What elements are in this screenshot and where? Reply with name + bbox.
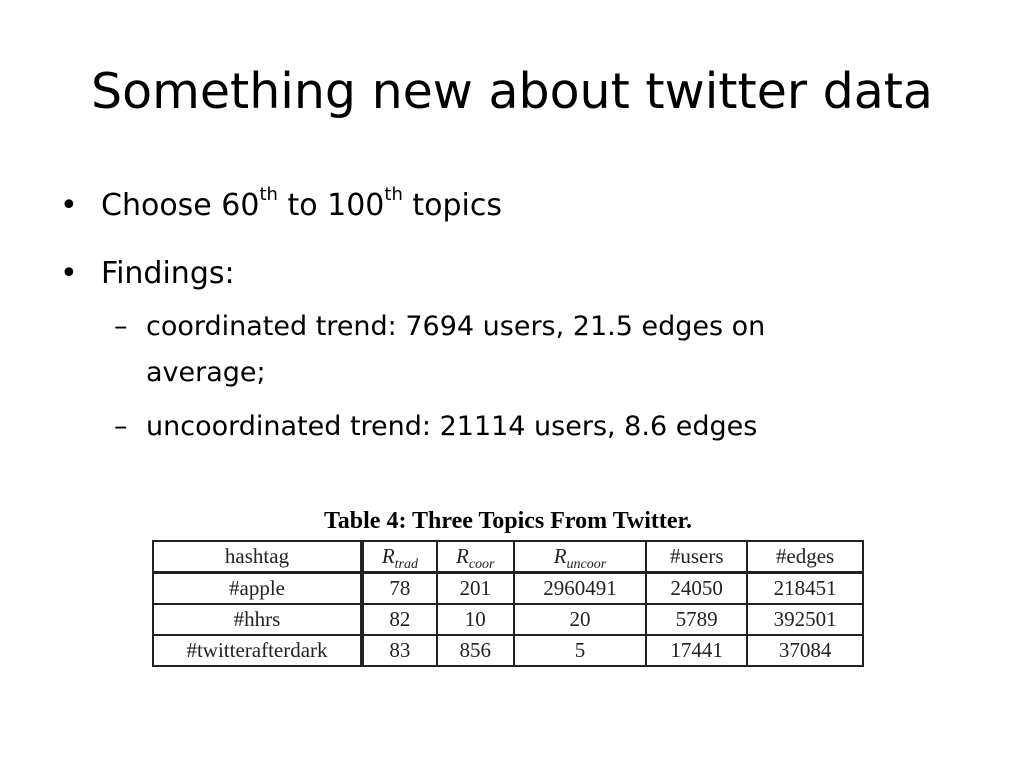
- table-row: [153, 635, 863, 666]
- header-r-trad: $R_{trad}$: [362, 541, 437, 573]
- sub-bullet-uncoordinated: [60, 404, 886, 450]
- bullet-text-part: Choose 60: [101, 188, 260, 223]
- sub-bullet-marker: –: [114, 411, 128, 442]
- header-r-coor: $R_{coor}$: [437, 541, 514, 573]
- cell-hashtag: #hhrs: [153, 604, 362, 635]
- bullet-choose-topics: [60, 186, 960, 226]
- cell-hashtag: #twitterafterdark: [153, 635, 362, 666]
- cell-users: 5789: [646, 604, 747, 635]
- cell-r-trad: 82: [362, 604, 437, 635]
- sub-bullet-text: uncoordinated trend: 21114 users, 8.6 edges: [146, 411, 758, 442]
- bullet-text: Findings:: [101, 256, 235, 291]
- cell-r-coor: 856: [437, 635, 514, 666]
- header-edges: #edges: [747, 541, 863, 573]
- bullet-findings: [60, 254, 960, 294]
- table-caption: Table 4: Three Topics From Twitter.: [323, 508, 693, 534]
- ordinal-suffix: th: [384, 184, 403, 205]
- cell-r-uncoor: 5: [514, 635, 646, 666]
- bullet-text-part: to 100: [277, 188, 385, 223]
- cell-users: 17441: [646, 635, 747, 666]
- bullet-marker: •: [60, 188, 78, 223]
- table-header-row: [153, 541, 863, 573]
- sub-bullet-marker: –: [114, 311, 128, 342]
- cell-r-trad: 83: [362, 635, 437, 666]
- cell-edges: 392501: [747, 604, 863, 635]
- cell-users: 24050: [646, 573, 747, 605]
- sub-bullet-text: coordinated trend: 7694 users, 21.5 edges on average;: [146, 311, 766, 388]
- topics-table: [152, 540, 864, 667]
- cell-r-coor: 201: [437, 573, 514, 605]
- cell-r-trad: 78: [362, 573, 437, 605]
- header-users: #users: [646, 541, 747, 573]
- header-hashtag: hashtag: [153, 541, 362, 573]
- bullet-text-part: topics: [402, 188, 503, 223]
- bullet-marker: •: [60, 256, 78, 291]
- sub-bullet-coordinated: [60, 304, 886, 396]
- slide-title: Something new about twitter data: [91, 63, 933, 120]
- cell-r-coor: 10: [437, 604, 514, 635]
- cell-hashtag: #apple: [153, 573, 362, 605]
- header-r-uncoor: $R_{uncoor}$: [514, 541, 646, 573]
- cell-edges: 218451: [747, 573, 863, 605]
- bullet-list: [60, 186, 960, 458]
- table-row: [153, 604, 863, 635]
- table-row: [153, 573, 863, 605]
- cell-edges: 37084: [747, 635, 863, 666]
- cell-r-uncoor: 2960491: [514, 573, 646, 605]
- ordinal-suffix: th: [259, 184, 278, 205]
- cell-r-uncoor: 20: [514, 604, 646, 635]
